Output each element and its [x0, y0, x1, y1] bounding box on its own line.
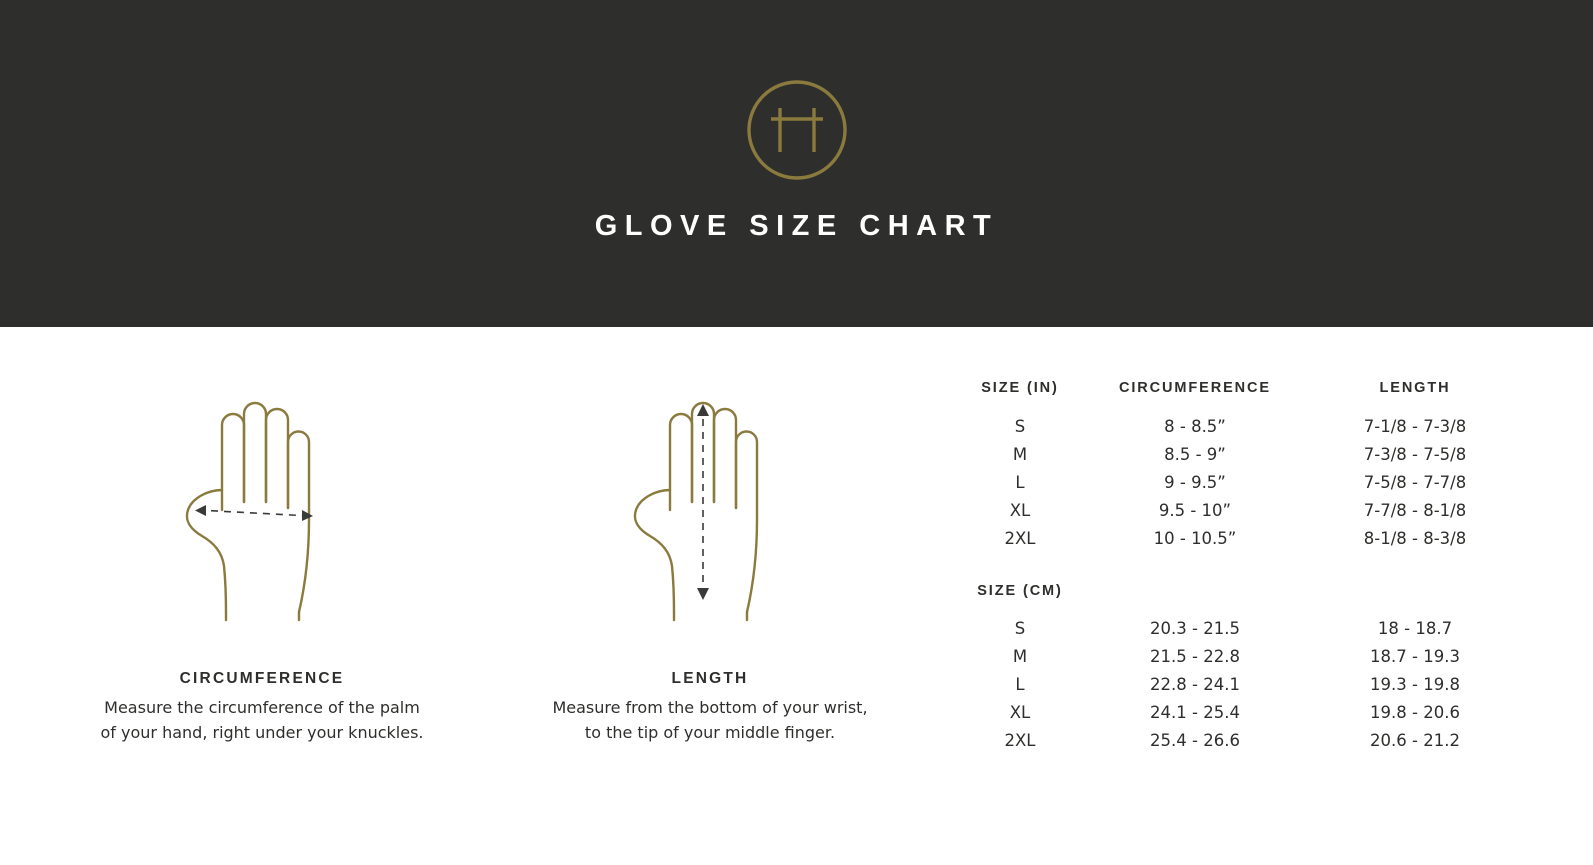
cell-circumference: 9.5 - 10” [1158, 500, 1232, 520]
table-row [960, 440, 1520, 468]
diagram-circumference-desc-line1: Measure the circumference of the palm [104, 698, 420, 717]
page-title: GLOVE SIZE CHART [594, 210, 999, 242]
cell-length: 7-3/8 - 7-5/8 [1363, 444, 1467, 464]
table-header-row [960, 380, 1520, 412]
header-circumference: CIRCUMFERENCE [1119, 380, 1271, 396]
cell-length: 7-7/8 - 8-1/8 [1363, 500, 1467, 520]
diagram-circumference-description [52, 696, 472, 746]
table-row [960, 615, 1520, 643]
cell-circumference: 8.5 - 9” [1164, 444, 1226, 464]
diagram-length-desc-line2: to the tip of your middle finger. [584, 722, 836, 742]
cell-length: 18 - 18.7 [1377, 619, 1453, 638]
cell-size: 2XL [1004, 731, 1036, 750]
cell-circumference: 22.8 - 24.1 [1150, 675, 1240, 694]
cell-length: 18.7 - 19.3 [1370, 647, 1460, 666]
table-section-row-cm [960, 578, 1520, 615]
cell-length: 7-1/8 - 7-3/8 [1363, 416, 1467, 436]
cell-circumference: 24.1 - 25.4 [1150, 703, 1240, 722]
cell-length: 7-5/8 - 7-7/8 [1363, 472, 1467, 492]
cell-size: 2XL [1004, 528, 1036, 548]
logo-wrap [0, 78, 1593, 187]
cell-size: S [1014, 619, 1026, 638]
size-table-head [960, 380, 1520, 412]
header-size-in: SIZE (IN) [981, 380, 1059, 396]
table-row [960, 671, 1520, 699]
cell-length: 19.3 - 19.8 [1370, 675, 1460, 694]
diagram-length-desc-line1: Measure from the bottom of your wrist, [552, 698, 868, 717]
cell-length: 20.6 - 21.2 [1370, 731, 1460, 750]
cell-circumference: 8 - 8.5” [1164, 416, 1226, 436]
diagram-circumference-label: CIRCUMFERENCE [179, 670, 345, 687]
table-row [960, 727, 1520, 755]
cell-size: XL [1009, 500, 1031, 520]
hand-circumference-icon [52, 390, 472, 640]
diagram-length-label: LENGTH [671, 670, 749, 687]
header-size-cm: SIZE (CM) [977, 582, 1063, 599]
cell-length: 8-1/8 - 8-3/8 [1363, 528, 1467, 548]
cell-circumference: 9 - 9.5” [1164, 472, 1226, 492]
diagram-length [500, 390, 920, 746]
size-table-wrapper [960, 380, 1520, 755]
diagram-length-description [500, 696, 920, 746]
cell-size: XL [1009, 703, 1031, 722]
diagram-circumference [52, 390, 472, 746]
diagram-circumference-desc-line2: of your hand, right under your knuckles. [100, 722, 424, 742]
cell-circumference: 20.3 - 21.5 [1150, 619, 1240, 638]
header-length: LENGTH [1379, 380, 1451, 396]
table-row [960, 412, 1520, 440]
table-row [960, 496, 1520, 524]
cell-circumference: 10 - 10.5” [1153, 528, 1237, 548]
cell-circumference: 21.5 - 22.8 [1150, 647, 1240, 666]
cell-size: M [1012, 444, 1028, 464]
size-table [960, 380, 1520, 755]
cell-circumference: 25.4 - 26.6 [1150, 731, 1240, 750]
table-row [960, 524, 1520, 552]
table-row [960, 468, 1520, 496]
cell-size: L [1015, 675, 1025, 694]
cell-length: 19.8 - 20.6 [1370, 703, 1460, 722]
cell-size: M [1012, 647, 1028, 666]
cell-size: S [1014, 416, 1026, 436]
header-banner [0, 0, 1593, 327]
table-row [960, 699, 1520, 727]
table-spacer-row [960, 552, 1520, 578]
table-row [960, 643, 1520, 671]
h-monogram-logo [745, 78, 849, 182]
size-table-body-inches [960, 412, 1520, 755]
hand-length-icon [500, 390, 920, 640]
cell-size: L [1015, 472, 1025, 492]
